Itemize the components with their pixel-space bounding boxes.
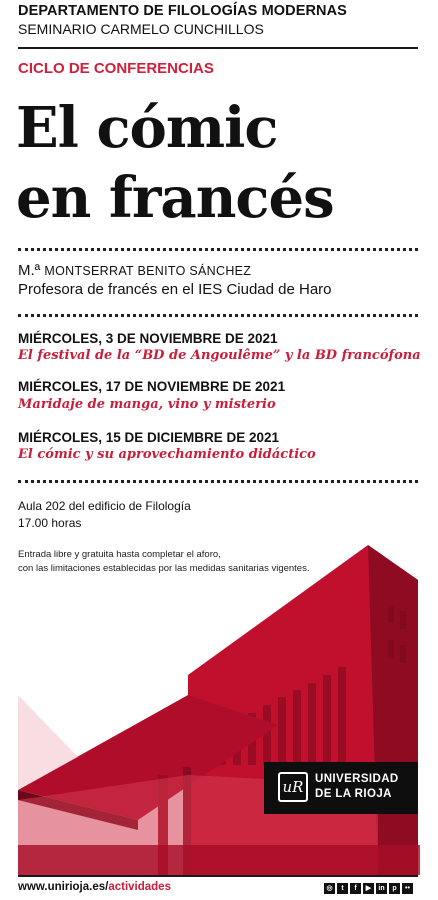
building-photo	[18, 545, 420, 875]
title-line-1: El cómic	[16, 95, 278, 161]
session-date: MIÉRCOLES, 15 DE DICIEMBRE DE 2021	[18, 430, 280, 445]
venue-time: 17.00 horas	[18, 516, 82, 530]
dotted-divider	[18, 480, 418, 483]
footer-url[interactable]	[18, 881, 171, 893]
session-date: MIÉRCOLES, 3 DE NOVIEMBRE DE 2021	[18, 331, 278, 346]
venue-place: Aula 202 del edificio de Filología	[18, 499, 191, 513]
entry-note: Entrada libre y gratuita hasta completar el aforo,	[18, 549, 221, 560]
seminar-name: SEMINARIO CARMELO CUNCHILLOS	[18, 21, 264, 37]
speaker-name	[18, 262, 251, 279]
dotted-divider	[18, 314, 418, 317]
twitter-icon[interactable]: t	[337, 883, 348, 894]
facebook-icon[interactable]: f	[350, 883, 361, 894]
session-talk: El festival de la “BD de Angoulême” y la BD francófona	[18, 348, 421, 363]
speaker-fullname: MONTSERRAT BENITO SÁNCHEZ	[44, 264, 252, 278]
university-emblem-icon: uR	[278, 772, 308, 802]
url-path: actividades	[108, 881, 171, 893]
title-line-2: en francés	[16, 165, 334, 231]
entry-note: con las limitaciones establecidas por las medidas sanitarias vigentes.	[18, 563, 310, 574]
speaker-role: Profesora de francés en el IES Ciudad de Haro	[18, 281, 332, 298]
footer-rule	[18, 875, 418, 877]
social-links	[324, 883, 413, 894]
cycle-label: CICLO DE CONFERENCIAS	[18, 60, 214, 77]
pinterest-icon[interactable]: p	[389, 883, 400, 894]
youtube-icon[interactable]: ▶	[363, 883, 374, 894]
department-name: DEPARTAMENTO DE FILOLOGÍAS MODERNAS	[18, 3, 347, 19]
logo-line-2: DE LA RIOJA	[315, 788, 392, 800]
speaker-prefix: M.ª	[18, 262, 45, 279]
instagram-icon[interactable]: ◎	[324, 883, 335, 894]
session-talk: Maridaje de manga, vino y misterio	[18, 397, 276, 412]
logo-line-1: UNIVERSIDAD	[315, 773, 399, 785]
session-talk: El cómic y su aprovechamiento didáctico	[18, 447, 316, 462]
flickr-icon[interactable]: ••	[402, 883, 413, 894]
session-date: MIÉRCOLES, 17 DE NOVIEMBRE DE 2021	[18, 379, 286, 394]
dotted-divider	[18, 248, 418, 251]
linkedin-icon[interactable]: in	[376, 883, 387, 894]
url-base: www.unirioja.es/	[18, 881, 109, 893]
header-rule	[18, 47, 418, 49]
